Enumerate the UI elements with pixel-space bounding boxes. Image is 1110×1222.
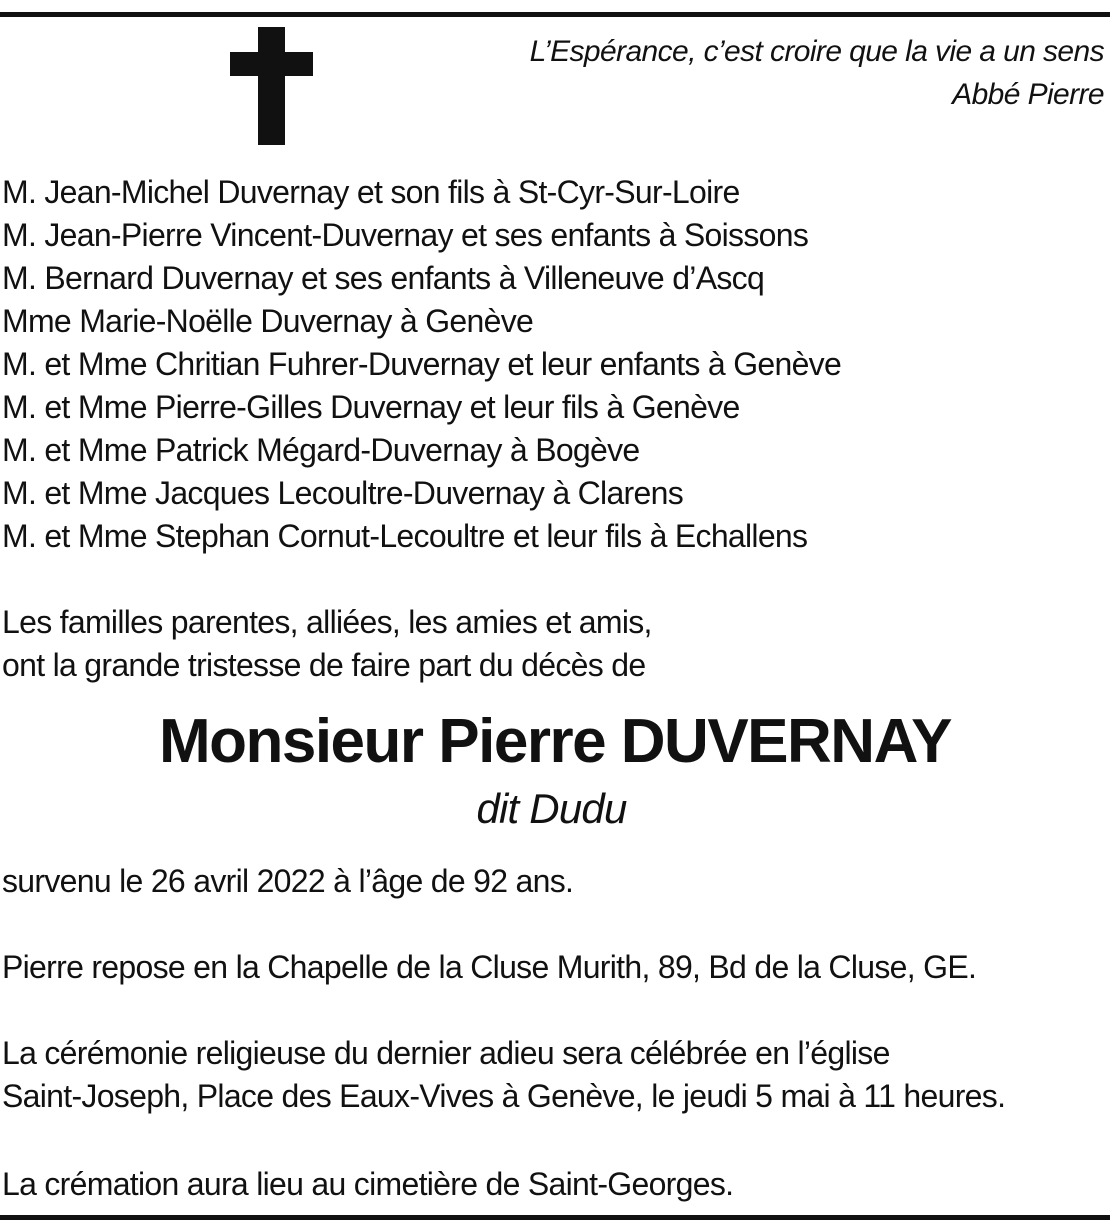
quote-author: Abbé Pierre [952,78,1104,111]
deceased-nickname: dit Dudu [476,785,627,832]
repose-location-text: Pierre repose en la Chapelle de la Cluse Murith, 89, Bd de la Cluse, GE. [2,949,977,985]
bottom-border-rule [0,1215,1110,1220]
family-member: M. et Mme Patrick Mégard-Duvernay à Bogève [2,432,640,468]
family-member: M. et Mme Stephan Cornut-Lecoultre et leur fils à Echallens [2,518,808,554]
family-member: M. Bernard Duvernay et ses enfants à Villeneuve d’Ascq [2,260,765,296]
ceremony-line: Saint-Joseph, Place des Eaux-Vives à Genève, le jeudi 5 mai à 11 heures. [2,1078,1006,1114]
cross-horizontal-bar [230,52,313,76]
intro-line: ont la grande tristesse de faire part du décès de [2,647,646,683]
death-date-text: survenu le 26 avril 2022 à l’âge de 92 ans. [2,863,574,899]
cross-vertical-bar [258,27,285,145]
ceremony-line: La cérémonie religieuse du dernier adieu sera célébrée en l’église [2,1035,890,1071]
family-member: M. Jean-Pierre Vincent-Duvernay et ses enfants à Soissons [2,217,809,253]
cross-icon [230,27,313,145]
family-member: Mme Marie-Noëlle Duvernay à Genève [2,303,534,339]
epigraph-quote [530,30,1104,116]
family-list [2,171,841,558]
family-member: M. et Mme Pierre-Gilles Duvernay et leur fils à Genève [2,389,740,425]
quote-text: L’Espérance, c’est croire que la vie a un sens [529,35,1104,68]
announcement-intro [2,601,652,687]
family-member: M. et Mme Chritian Fuhrer-Duvernay et leur enfants à Genève [2,346,842,382]
top-border-rule [0,12,1110,17]
cremation-text: La crémation aura lieu au cimetière de Saint-Georges. [2,1166,734,1202]
deceased-name: Monsieur Pierre DUVERNAY [158,707,952,776]
family-member: M. et Mme Jacques Lecoultre-Duvernay à Clarens [2,475,683,511]
intro-line: Les familles parentes, alliées, les amies et amis, [2,604,652,640]
family-member: M. Jean-Michel Duvernay et son fils à St-Cyr-Sur-Loire [2,174,740,210]
ceremony-text [2,1032,1005,1118]
